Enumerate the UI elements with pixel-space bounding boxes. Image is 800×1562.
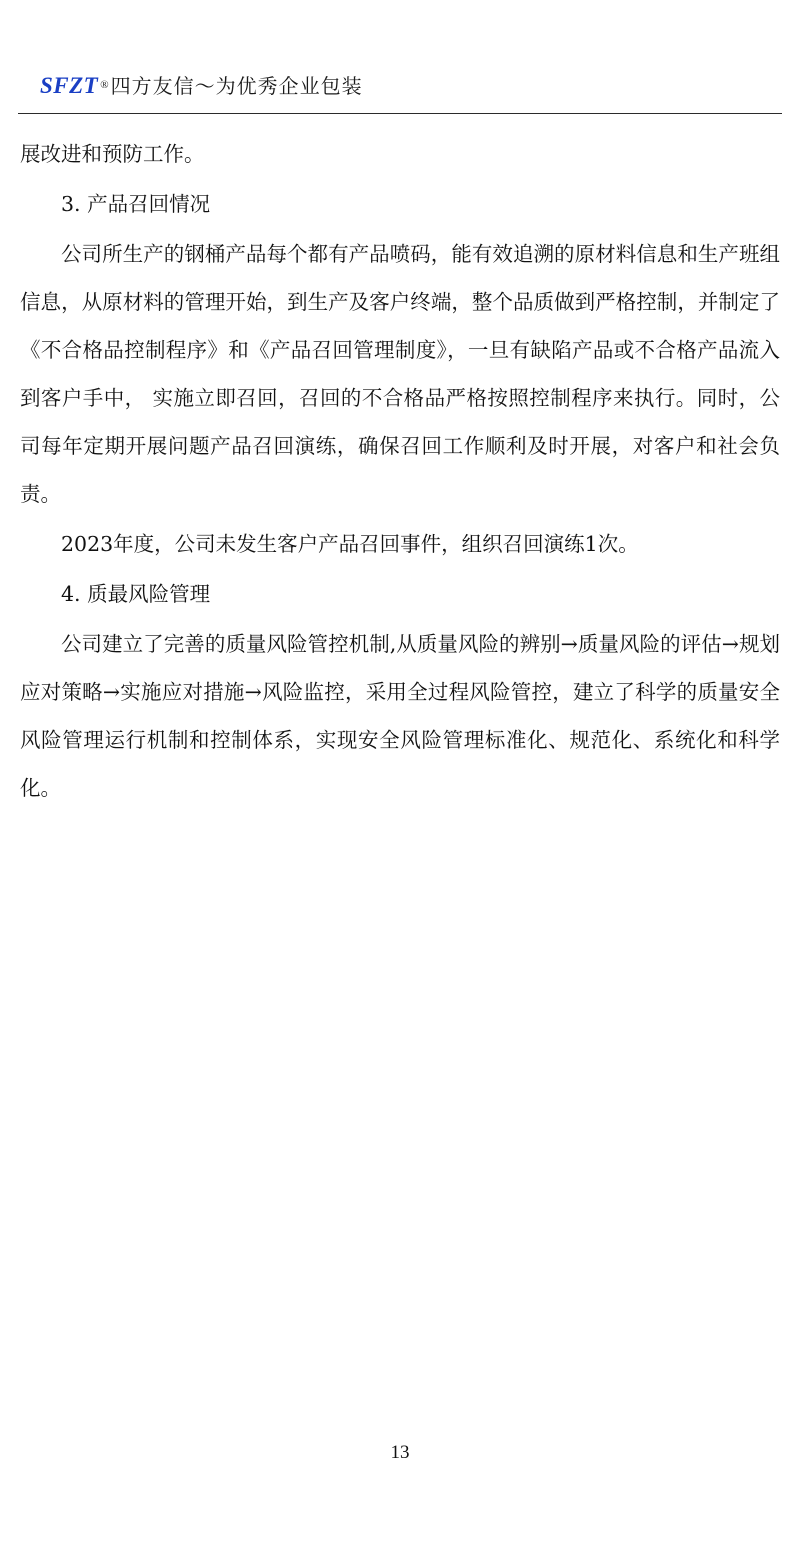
paragraph-section-3-body: 公司所生产的钢桶产品每个都有产品喷码，能有效追溯的原材料信息和生产班组信息，从原材料的管理开始，到生产及客户终端，整个品质做到严格控制，并制定了《不合格品控制程序》和《产品召回管理制度》，一旦有缺陷产品或不合格产品流入到客户手中， 实施立即召回，召回的不合格品严格按照控制程序来执行。同时，公司每年定期开展问题产品召回演练，确保召回工作顺利及时开展，对客户和社会负责。 [20, 242, 780, 506]
paragraph-continued-line: 展改进和预防工作。 [20, 142, 205, 166]
page-header [0, 0, 800, 99]
company-logo-text: SFZT [40, 73, 99, 98]
registered-trademark-icon: ® [100, 79, 109, 91]
company-name-chinese: 四方友信～为优秀企业包装 [110, 74, 363, 98]
page-footer [0, 1414, 800, 1562]
paragraph-section-3-note: 2023年度，公司未发生客户产品召回事件，组织召回演练1次。 [61, 532, 639, 556]
page-number: 13 [390, 1442, 410, 1463]
paragraph-section-4-heading: 4. 质最风险管理 [61, 582, 211, 606]
document-body [0, 114, 800, 1414]
paragraph-section-4-body: 公司建立了完善的质量风险管控机制,从质量风险的辨别→质量风险的评估→规划应对策略→实施应对措施→风险监控，采用全过程风险管控，建立了科学的质量安全风险管理运行机制和控制体系，实现安全风险管理标准化、规范化、系统化和科学化。 [20, 632, 780, 800]
paragraph-section-3-heading: 3. 产品召回情况 [61, 192, 211, 216]
